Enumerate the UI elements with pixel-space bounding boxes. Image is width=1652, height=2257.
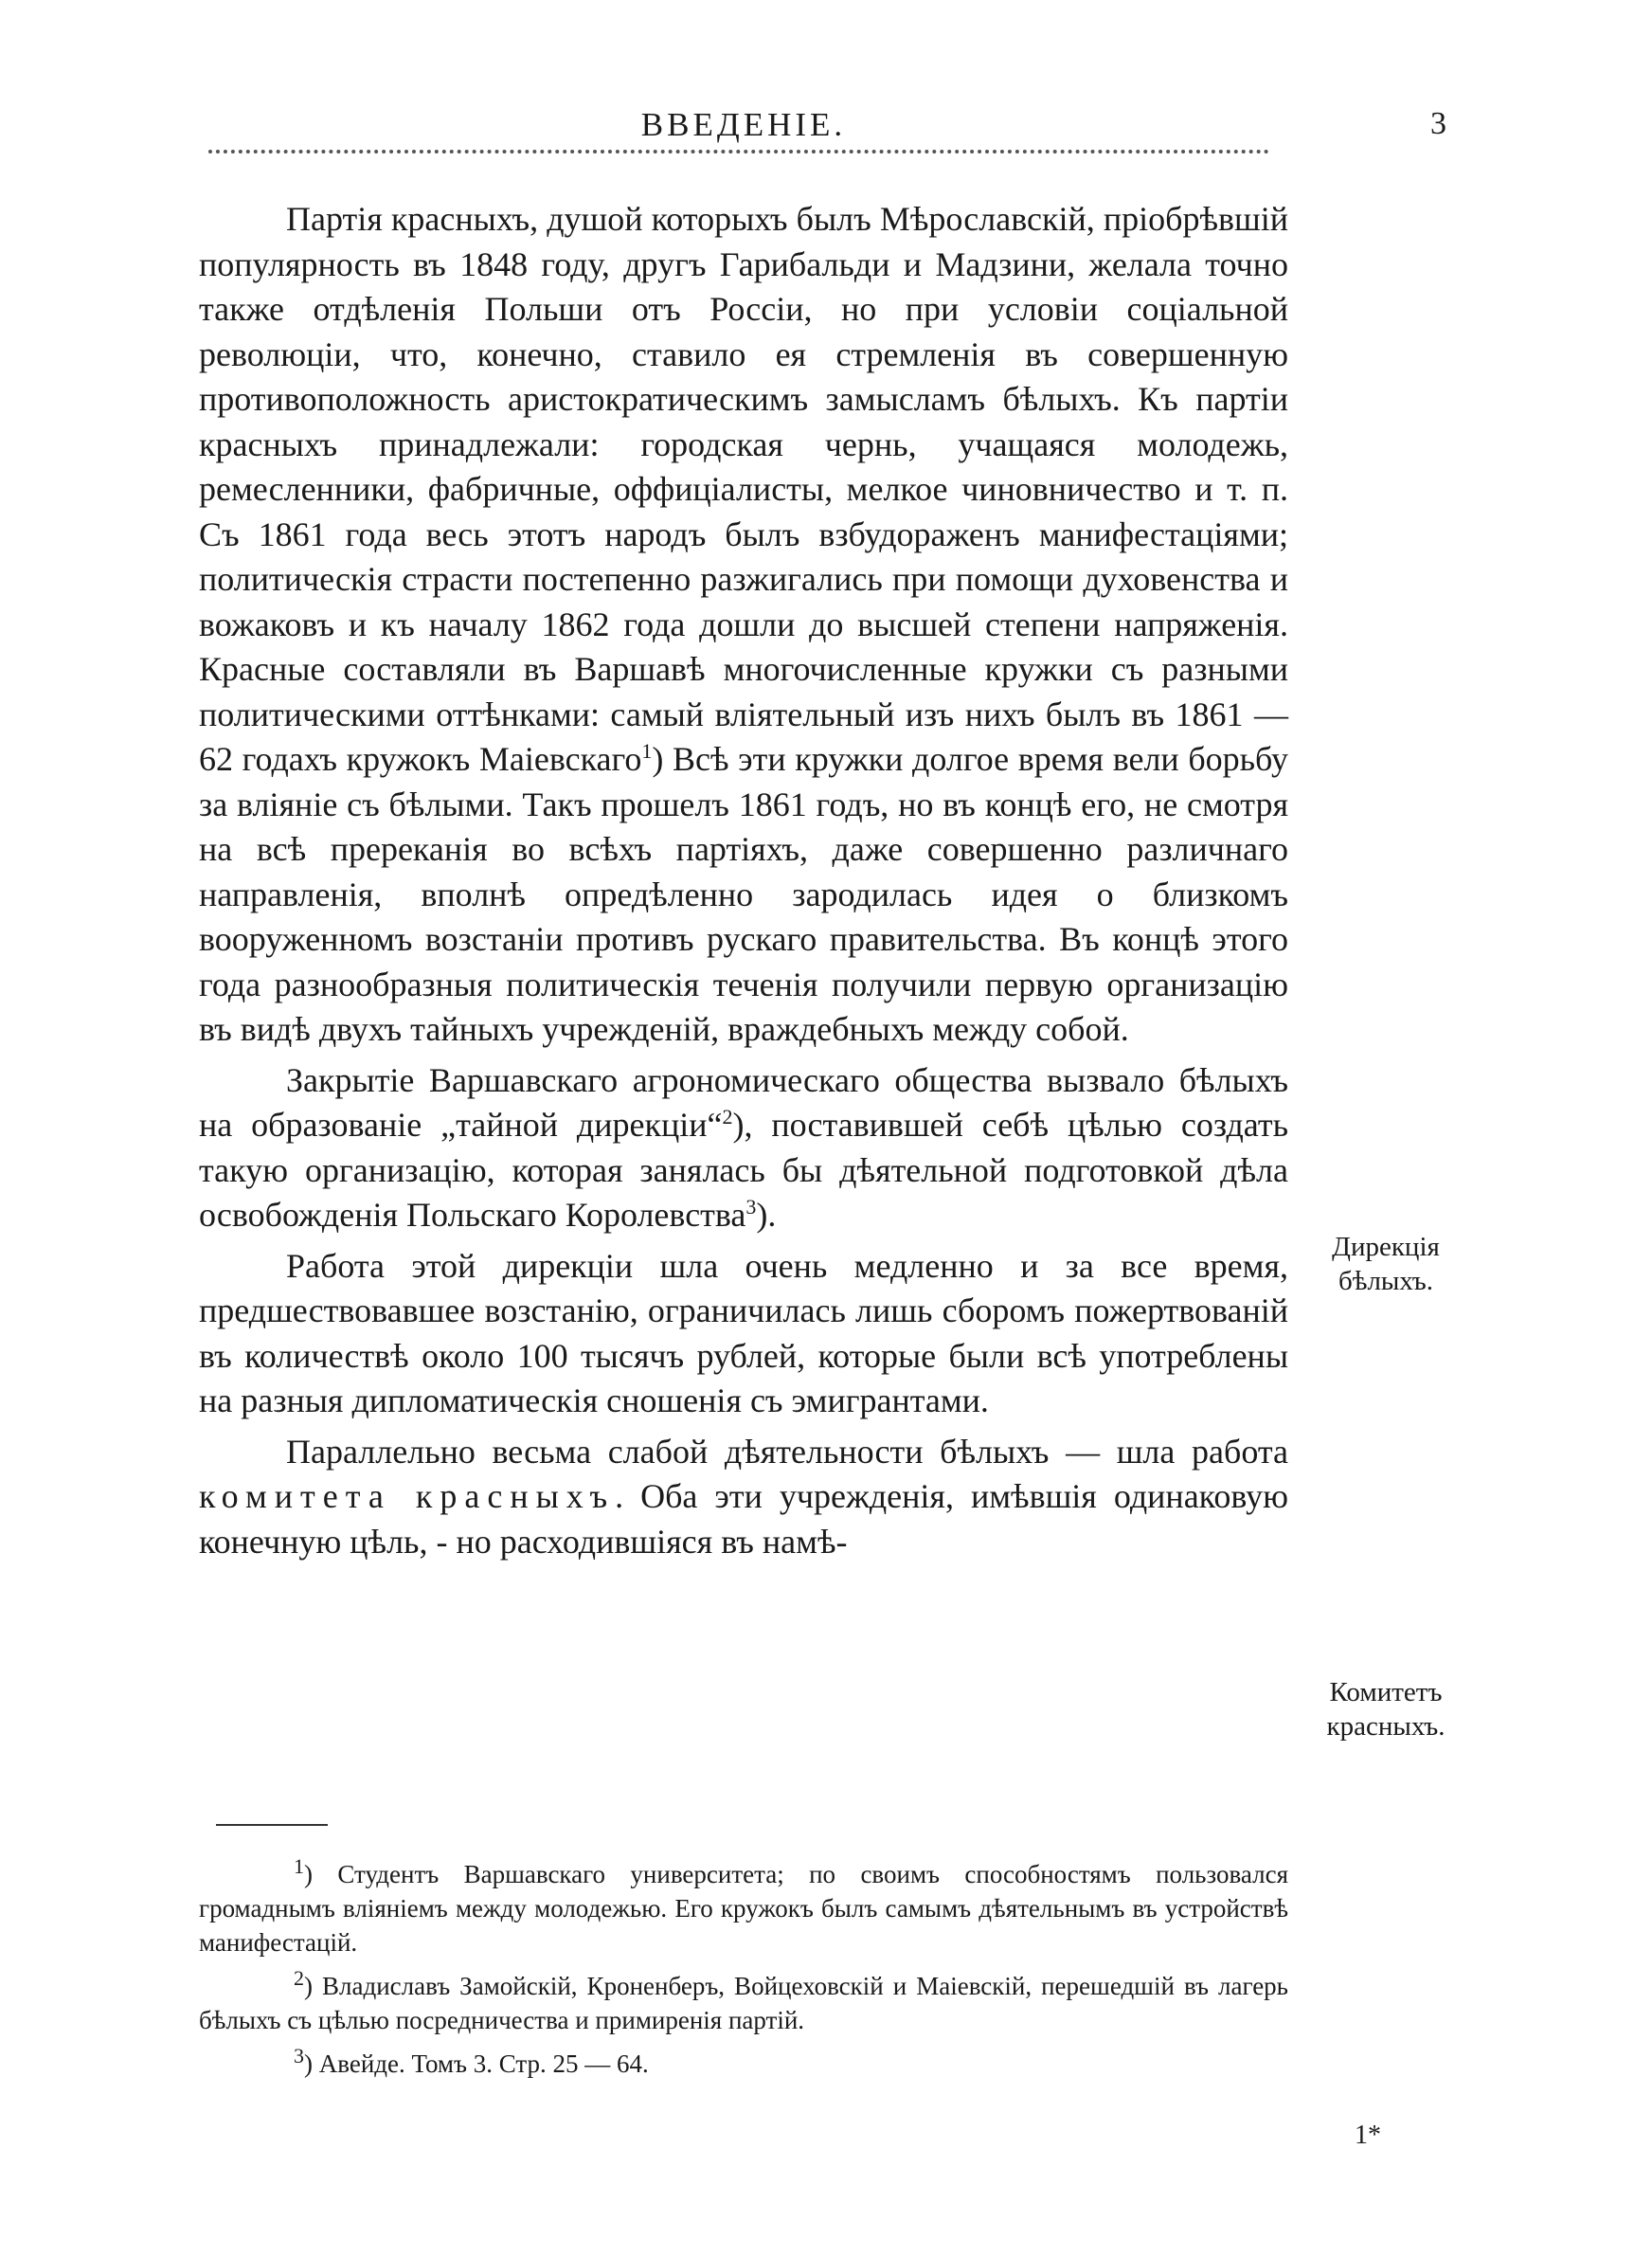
footnote-rule (216, 1824, 328, 1826)
side-note-committee: Комитетъ красныхъ. (1326, 1677, 1446, 1742)
footnote-3 (199, 2044, 1288, 2081)
paragraph-2 (199, 1058, 1288, 1238)
footnote-1-text: ) Студентъ Варшавскаго университета; по своимъ способностямъ пользовался громаднымъ вліяніемъ между молодежью. Его кружокъ былъ самымъ дѣятельнымъ въ устройствѣ манифестацій. (199, 1860, 1288, 1957)
paragraph-4 (199, 1430, 1288, 1565)
paragraph-4-spaced: комитета красныхъ (199, 1477, 616, 1515)
paragraph-2-start: Закрытіе Варшавскаго агрономическаго общества вызвало бѣлыхъ на образованіе „тайной дирекціи“ (199, 1060, 1288, 1144)
paragraph-3: Работа этой дирекціи шла очень медленно и за все время, предшествовавшее возстанію, ограничилась лишь сборомъ пожертвованій въ количествѣ около 100 тысячъ рублей, которые были всѣ употреблены на разныя дипломатическія сношенія съ эмигрантами. (199, 1246, 1288, 1419)
running-head: ВВЕДЕНІЕ. (640, 106, 847, 143)
paragraph-1 (199, 197, 1288, 1053)
body-text (199, 197, 1288, 1564)
footnote-ref-3: 3 (745, 1195, 757, 1219)
footnote-1 (199, 1854, 1288, 1959)
paragraph-1-end: ) Всѣ эти кружки долгое время вели борьбу за вліяніе съ бѣлыми. Такъ прошелъ 1861 годъ, но въ концѣ его, не смотря на всѣ пререканія во всѣхъ партіяхъ, даже совершенно различнаго направленія, вполнѣ опредѣленно зародилась идея о близкомъ вооруженномъ возстаніи противъ рускаго правительства. Въ концѣ этого года разнообразныя политическія теченія получили первую организацію въ видѣ двухъ тайныхъ учрежденій, враждебныхъ между собой. (199, 740, 1289, 1048)
footnote-1-mark: 1 (294, 1854, 304, 1878)
footnote-2-mark: 2 (294, 1966, 304, 1990)
paragraph-1-text: Партія красныхъ, душой которыхъ былъ Мѣрославскій, пріобрѣвшій популярность въ 1848 году, другъ Гарибальди и Мадзини, желала точно также отдѣленія Польши отъ Россіи, но при условіи соціальной революціи, что, конечно, ставило ея стремленія въ совершенную противоположность аристократическимъ замысламъ бѣлыхъ. Къ партіи красныхъ принадлежали: городская чернь, учащаяся молодежь, ремесленники, фабричные, оффиціалисты, мелкое чиновничество и т. п. Съ 1861 года весь этотъ народъ былъ взбудораженъ манифестаціями; политическія страсти постепенно разжигались при помощи духовенства и вожаковъ и къ началу 1862 года дошли до высшей степени напряженія. Красные составляли въ Варшавѣ многочисленные кружки съ разными политическими оттѣнками: самый вліятельный изъ нихъ былъ въ 1861 — 62 годахъ кружокъ Маіевскаго (199, 200, 1288, 778)
footnote-ref-2: 2 (722, 1105, 733, 1128)
side-note-direction: Дирекція бѣлыхъ. (1332, 1232, 1440, 1296)
page-number: 3 (1430, 106, 1446, 141)
paragraph-2-end: ). (756, 1196, 777, 1234)
footnote-ref-1: 1 (641, 739, 653, 763)
footnote-3-text: ) Авейде. Томъ 3. Стр. 25 — 64. (304, 2049, 649, 2078)
footnote-2-text: ) Владиславъ Замойскій, Кроненберъ, Войцеховскій и Маіевскій, перешедшій въ лагерь бѣлыхъ съ цѣлью посредничества и примиренія партій. (199, 1972, 1288, 2034)
header-rule (208, 150, 1269, 153)
footnote-2 (199, 1966, 1288, 2037)
footnote-3-mark: 3 (294, 2044, 304, 2067)
signature-mark: 1* (1355, 2121, 1381, 2150)
paragraph-2-mid: ), поставившей себѣ цѣлью создать такую организацію, которая занялась бы дѣятельной подготовкой дѣла освобожденія Польскаго Королевства (199, 1106, 1288, 1234)
paragraph-4-end: . Оба эти учрежденія, имѣвшія одинаковую конечную цѣль, - но расходившіяся въ намѣ- (199, 1477, 1288, 1561)
footnotes (199, 1854, 1288, 2081)
paragraph-4-start: Параллельно весьма слабой дѣятельности бѣлыхъ — шла работа (286, 1432, 1288, 1471)
